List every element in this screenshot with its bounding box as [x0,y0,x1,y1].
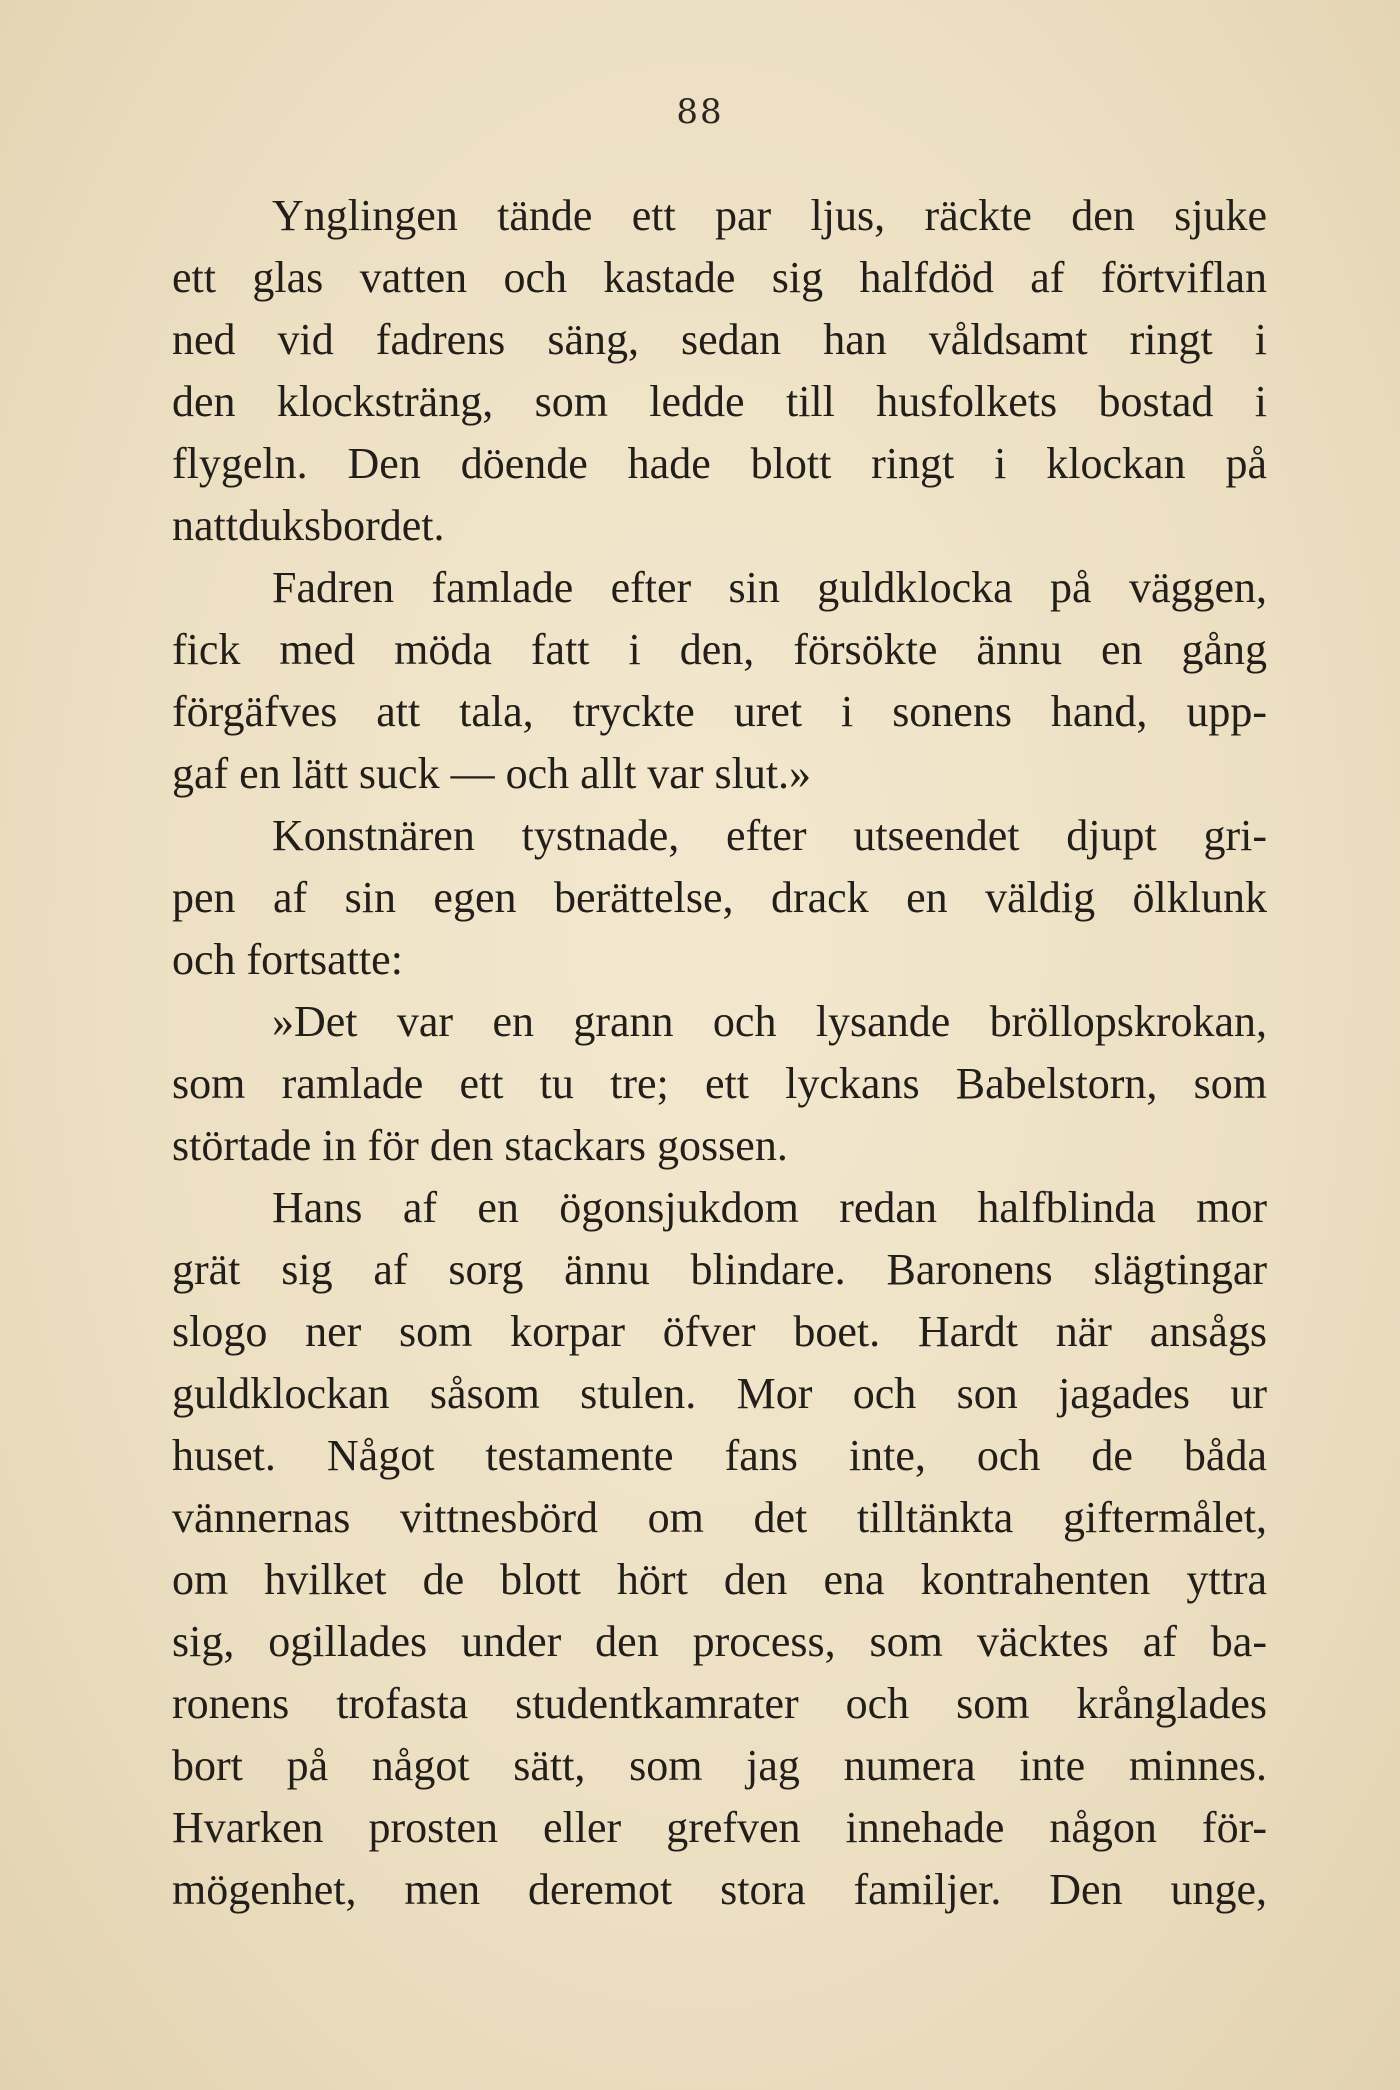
text-line: »Det var en grann och lysande bröllopskrokan, [272,997,1267,1046]
text-line: bort på något sätt, som jag numera inte minnes. [172,1741,1267,1790]
text-line: Hans af en ögonsjukdom redan halfblinda mor [272,1183,1267,1232]
text-line: huset. Något testamente fans inte, och de båda [172,1431,1267,1480]
text-line: och fortsatte: [172,935,403,984]
page-number: 88 [676,92,724,132]
text-line: vännernas vittnesbörd om det tilltänkta giftermålet, [172,1493,1267,1542]
body-text [172,185,1267,1921]
text-line: pen af sin egen berättelse, drack en väldig ölklunk [172,873,1267,922]
text-line: flygeln. Den döende hade blott ringt i klockan på [172,439,1267,488]
text-line: Fadren famlade efter sin guldklocka på väggen, [272,563,1267,612]
text-line: guldklockan såsom stulen. Mor och son jagades ur [172,1369,1267,1418]
text-line: fick med möda fatt i den, försökte ännu en gång [172,625,1267,674]
text-line: gaf en lätt suck — och allt var slut.» [172,749,812,798]
text-line: ned vid fadrens säng, sedan han våldsamt ringt i [172,315,1267,364]
text-line: ronens trofasta studentkamrater och som krånglades [172,1679,1267,1728]
text-line: förgäfves att tala, tryckte uret i sonens hand, upp- [172,687,1267,736]
text-line: Ynglingen tände ett par ljus, räckte den sjuke [272,191,1267,240]
text-line: grät sig af sorg ännu blindare. Baronens slägtingar [172,1245,1267,1294]
text-line: om hvilket de blott hört den ena kontrahenten yttra [172,1555,1267,1604]
text-line: ett glas vatten och kastade sig halfdöd af förtviflan [172,253,1267,302]
text-line: Konstnären tystnade, efter utseendet djupt gri- [272,811,1267,860]
text-line: mögenhet, men deremot stora familjer. Den unge, [172,1865,1267,1914]
text-line: sig, ogillades under den process, som väcktes af ba- [172,1617,1267,1666]
text-line: som ramlade ett tu tre; ett lyckans Babelstorn, som [172,1059,1267,1108]
text-line: slogo ner som korpar öfver boet. Hardt när ansågs [172,1307,1267,1356]
text-line: nattduksbordet. [172,501,445,550]
text-line: Hvarken prosten eller grefven innehade någon för- [172,1803,1267,1852]
text-line: störtade in för den stackars gossen. [172,1121,788,1170]
text-line: den klocksträng, som ledde till husfolkets bostad i [172,377,1267,426]
